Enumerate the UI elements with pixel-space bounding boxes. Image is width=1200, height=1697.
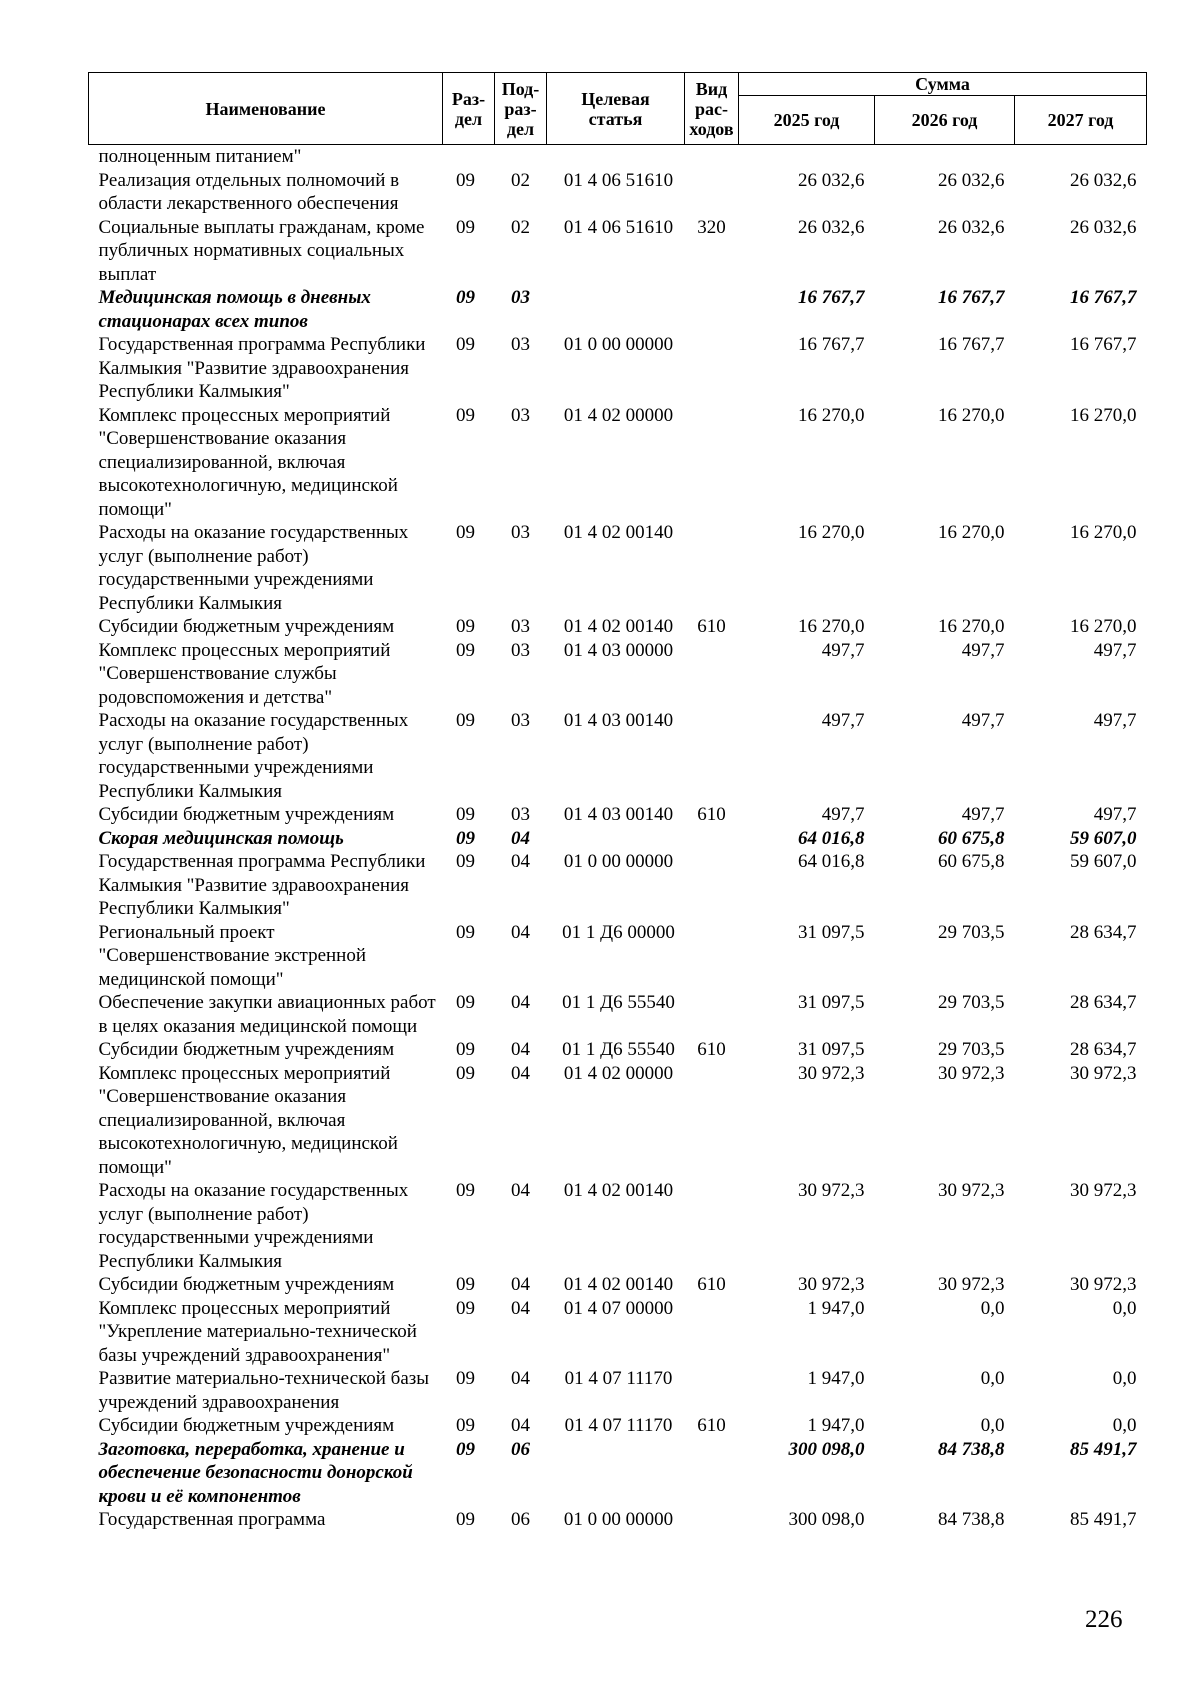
row-sum-2026: 26 032,6 bbox=[938, 216, 1005, 238]
row-podrazdel: 04 bbox=[511, 992, 530, 1013]
row-vid-rashodov bbox=[685, 145, 739, 169]
table-row bbox=[89, 709, 1147, 803]
row-vid-rashodov bbox=[685, 1508, 739, 1532]
table-row bbox=[89, 1297, 1147, 1368]
row-name: Комплекс процессных мероприятий "Совершенствование оказания специализированной, включая высокотехнологичную, медицинской помощи" bbox=[98, 404, 398, 520]
row-sum-2025: 31 097,5 bbox=[798, 992, 865, 1013]
row-sum-2027: 28 634,7 bbox=[1070, 1039, 1137, 1060]
budget-page bbox=[88, 72, 1146, 1532]
row-sum-2025: 16 270,0 bbox=[798, 404, 865, 426]
row-podrazdel: 02 bbox=[511, 216, 530, 238]
header-name: Наименование bbox=[89, 73, 443, 145]
row-vid-rashodov bbox=[685, 1367, 739, 1414]
header-year-2026: 2026 год bbox=[875, 96, 1015, 145]
row-vid-rashodov bbox=[685, 1438, 739, 1509]
table-row bbox=[89, 991, 1147, 1038]
row-sum-2027: 30 972,3 bbox=[1070, 1180, 1137, 1201]
row-sum-2027: 16 767,7 bbox=[1070, 334, 1137, 355]
row-sum-2025: 1 947,0 bbox=[807, 1368, 865, 1389]
table-row bbox=[89, 850, 1147, 921]
row-name: Комплекс процессных мероприятий "Совершенствование оказания специализированной, включая высокотехнологичную, медицинской помощи" bbox=[98, 1062, 398, 1178]
row-name: Региональный проект "Совершенствование экстренной медицинской помощи" bbox=[98, 921, 367, 990]
row-sum-2026: 497,7 bbox=[961, 804, 1005, 825]
table-row bbox=[89, 333, 1147, 404]
row-celevaya-statya: 01 4 02 00140 bbox=[563, 522, 674, 543]
table-row bbox=[89, 1367, 1147, 1414]
row-celevaya-statya: 01 4 06 51610 bbox=[563, 169, 674, 191]
row-sum-2025: 31 097,5 bbox=[798, 921, 865, 943]
row-razdel: 09 bbox=[456, 522, 475, 543]
row-sum-2025: 26 032,6 bbox=[798, 216, 865, 238]
row-celevaya-statya bbox=[547, 286, 685, 333]
row-vid-rashodov bbox=[685, 333, 739, 404]
row-sum-2027: 26 032,6 bbox=[1070, 169, 1137, 191]
row-sum-2026: 60 675,8 bbox=[938, 851, 1005, 872]
row-name: Развитие материально-технической базы учреждений здравоохранения bbox=[98, 1368, 430, 1413]
row-vid-rashodov bbox=[685, 404, 739, 522]
row-podrazdel: 04 bbox=[511, 1274, 530, 1295]
row-sum-2026: 29 703,5 bbox=[938, 1039, 1005, 1060]
row-sum-2026: 16 270,0 bbox=[938, 404, 1005, 426]
table-row bbox=[89, 145, 1147, 169]
row-celevaya-statya: 01 4 03 00140 bbox=[563, 804, 674, 825]
row-vid-rashodov bbox=[685, 827, 739, 851]
row-celevaya-statya: 01 4 02 00140 bbox=[563, 616, 674, 637]
row-vid-rashodov bbox=[685, 1297, 739, 1368]
row-sum-2025: 300 098,0 bbox=[788, 1509, 865, 1530]
row-podrazdel: 02 bbox=[511, 169, 530, 191]
row-sum-2026: 30 972,3 bbox=[938, 1274, 1005, 1295]
row-sum-2027: 30 972,3 bbox=[1070, 1274, 1137, 1295]
row-vid-rashodov bbox=[685, 286, 739, 333]
row-sum-2026: 497,7 bbox=[961, 639, 1005, 661]
row-name: Субсидии бюджетным учреждениям bbox=[98, 616, 395, 637]
row-sum-2027: 28 634,7 bbox=[1070, 992, 1137, 1013]
row-sum-2026: 16 767,7 bbox=[938, 287, 1005, 308]
row-sum-2025: 497,7 bbox=[821, 710, 865, 731]
row-sum-2026: 0,0 bbox=[980, 1297, 1005, 1319]
row-sum-2025: 30 972,3 bbox=[798, 1062, 865, 1084]
row-sum-2026: 497,7 bbox=[961, 710, 1005, 731]
row-sum-2027: 16 270,0 bbox=[1070, 404, 1137, 426]
row-razdel: 09 bbox=[456, 992, 475, 1013]
row-sum-2027: 26 032,6 bbox=[1070, 216, 1137, 238]
row-sum-2026: 16 270,0 bbox=[938, 616, 1005, 637]
row-sum-2027: 0,0 bbox=[1112, 1297, 1137, 1319]
row-sum-2026: 0,0 bbox=[980, 1415, 1005, 1436]
row-podrazdel: 03 bbox=[511, 639, 530, 661]
row-celevaya-statya bbox=[547, 1438, 685, 1509]
header-razdel: Раз- дел bbox=[443, 73, 495, 145]
table-row bbox=[89, 404, 1147, 522]
row-sum-2025: 26 032,6 bbox=[798, 169, 865, 191]
row-vid-rashodov: 610 bbox=[697, 1039, 726, 1060]
table-body bbox=[89, 145, 1147, 1532]
row-name: Государственная программа Республики Калмыкия "Развитие здравоохранения Республики Калмыкия" bbox=[98, 334, 426, 402]
row-sum-2027: 28 634,7 bbox=[1070, 921, 1137, 943]
row-sum-2025: 497,7 bbox=[821, 804, 865, 825]
row-sum-2027: 497,7 bbox=[1093, 710, 1137, 731]
row-sum-2026: 60 675,8 bbox=[938, 827, 1005, 849]
row-name: Расходы на оказание государственных услуг (выполнение работ) государственными учреждениями Республики Калмыкия bbox=[98, 1180, 409, 1272]
row-celevaya-statya: 01 1 Д6 55540 bbox=[562, 1039, 675, 1060]
row-celevaya-statya: 01 4 07 11170 bbox=[564, 1368, 673, 1389]
row-razdel: 09 bbox=[456, 639, 475, 661]
row-vid-rashodov: 610 bbox=[697, 616, 726, 637]
row-celevaya-statya: 01 4 03 00000 bbox=[563, 639, 674, 661]
row-razdel: 09 bbox=[456, 1180, 475, 1201]
row-vid-rashodov bbox=[685, 709, 739, 803]
table-row bbox=[89, 921, 1147, 992]
row-sum-2026: 29 703,5 bbox=[938, 992, 1005, 1013]
row-razdel: 09 bbox=[456, 1509, 475, 1530]
row-vid-rashodov bbox=[685, 921, 739, 992]
row-sum-2027: 59 607,0 bbox=[1070, 851, 1137, 872]
row-podrazdel: 03 bbox=[511, 616, 530, 637]
table-row bbox=[89, 615, 1147, 639]
header-year-2025: 2025 год bbox=[739, 96, 875, 145]
row-sum-2027: 85 491,7 bbox=[1070, 1509, 1137, 1530]
table-header bbox=[89, 73, 1147, 145]
row-name: Комплекс процессных мероприятий "Совершенствование службы родовспоможения и детства" bbox=[98, 639, 391, 708]
row-celevaya-statya: 01 0 00 00000 bbox=[563, 334, 674, 355]
row-celevaya-statya: 01 0 00 00000 bbox=[563, 1509, 674, 1530]
row-name: полноценным питанием" bbox=[98, 146, 302, 167]
row-celevaya-statya: 01 4 02 00000 bbox=[563, 404, 674, 426]
row-razdel: 09 bbox=[456, 216, 475, 238]
row-vid-rashodov bbox=[685, 991, 739, 1038]
row-podrazdel: 03 bbox=[511, 522, 530, 543]
row-podrazdel: 03 bbox=[511, 710, 530, 731]
page-number: 226 bbox=[1085, 1606, 1123, 1633]
row-sum-2025: 16 270,0 bbox=[798, 522, 865, 543]
table-row bbox=[89, 169, 1147, 216]
row-podrazdel: 04 bbox=[511, 1062, 530, 1084]
row-razdel: 09 bbox=[456, 404, 475, 426]
row-celevaya-statya: 01 4 02 00140 bbox=[563, 1180, 674, 1201]
row-celevaya-statya: 01 1 Д6 00000 bbox=[562, 921, 675, 943]
row-vid-rashodov: 610 bbox=[697, 1274, 726, 1295]
row-celevaya-statya bbox=[547, 827, 685, 851]
row-razdel: 09 bbox=[456, 1368, 475, 1389]
row-sum-2027 bbox=[1015, 145, 1147, 169]
row-vid-rashodov bbox=[685, 1062, 739, 1180]
table-row bbox=[89, 286, 1147, 333]
row-name: Социальные выплаты гражданам, кроме публичных нормативных социальных выплат bbox=[98, 216, 425, 285]
table-row bbox=[89, 1508, 1147, 1532]
row-podrazdel: 06 bbox=[511, 1509, 530, 1530]
header-summa: Сумма bbox=[739, 73, 1147, 96]
row-name: Реализация отдельных полномочий в области лекарственного обеспечения bbox=[98, 169, 400, 214]
row-podrazdel: 03 bbox=[511, 804, 530, 825]
row-name: Субсидии бюджетным учреждениям bbox=[98, 804, 395, 825]
row-celevaya-statya bbox=[547, 145, 685, 169]
table-row bbox=[89, 827, 1147, 851]
table-row bbox=[89, 216, 1147, 287]
row-podrazdel: 06 bbox=[511, 1438, 530, 1460]
row-sum-2025: 64 016,8 bbox=[798, 851, 865, 872]
row-celevaya-statya: 01 4 07 00000 bbox=[563, 1297, 674, 1319]
row-vid-rashodov: 610 bbox=[697, 1415, 726, 1436]
row-podrazdel: 03 bbox=[511, 287, 530, 308]
row-podrazdel: 03 bbox=[511, 404, 530, 426]
row-sum-2025: 31 097,5 bbox=[798, 1039, 865, 1060]
row-razdel: 09 bbox=[456, 921, 475, 943]
table-row bbox=[89, 1038, 1147, 1062]
row-podrazdel bbox=[495, 145, 547, 169]
row-sum-2027: 0,0 bbox=[1112, 1368, 1137, 1389]
row-razdel: 09 bbox=[456, 334, 475, 355]
header-podrazdel: Под- раз- дел bbox=[495, 73, 547, 145]
header-celevaya-statya: Целевая статья bbox=[547, 73, 685, 145]
row-podrazdel: 04 bbox=[511, 1180, 530, 1201]
row-sum-2025: 64 016,8 bbox=[798, 827, 865, 849]
row-sum-2027: 497,7 bbox=[1093, 804, 1137, 825]
header-year-2027: 2027 год bbox=[1015, 96, 1147, 145]
row-name: Комплекс процессных мероприятий "Укрепление материально-технической базы учреждений здравоохранения" bbox=[98, 1297, 417, 1366]
table-row bbox=[89, 1062, 1147, 1180]
table-row bbox=[89, 1438, 1147, 1509]
row-sum-2025: 300 098,0 bbox=[788, 1438, 865, 1460]
row-sum-2027: 16 270,0 bbox=[1070, 522, 1137, 543]
row-vid-rashodov bbox=[685, 850, 739, 921]
table-row bbox=[89, 1414, 1147, 1438]
row-sum-2027: 0,0 bbox=[1112, 1415, 1137, 1436]
row-podrazdel: 04 bbox=[511, 1415, 530, 1436]
row-vid-rashodov bbox=[685, 521, 739, 615]
row-razdel: 09 bbox=[456, 851, 475, 872]
row-name: Медицинская помощь в дневных стационарах всех типов bbox=[98, 287, 371, 332]
row-name: Государственная программа Республики Калмыкия "Развитие здравоохранения Республики Калмыкия" bbox=[98, 851, 426, 919]
row-sum-2027: 16 767,7 bbox=[1070, 287, 1137, 308]
row-name: Обеспечение закупки авиационных работ в целях оказания медицинской помощи bbox=[98, 992, 436, 1037]
row-sum-2027: 85 491,7 bbox=[1070, 1438, 1137, 1460]
table-row bbox=[89, 1179, 1147, 1273]
row-podrazdel: 04 bbox=[511, 921, 530, 943]
row-sum-2025: 1 947,0 bbox=[807, 1297, 865, 1319]
row-sum-2026: 84 738,8 bbox=[938, 1438, 1005, 1460]
row-podrazdel: 04 bbox=[511, 827, 530, 849]
row-celevaya-statya: 01 4 07 11170 bbox=[564, 1415, 673, 1436]
row-razdel: 09 bbox=[456, 1274, 475, 1295]
row-name: Государственная программа bbox=[98, 1509, 326, 1530]
header-vid-rashodov: Вид рас- ходов bbox=[685, 73, 739, 145]
row-vid-rashodov: 610 bbox=[697, 804, 726, 825]
row-name: Расходы на оказание государственных услуг (выполнение работ) государственными учреждениями Республики Калмыкия bbox=[98, 710, 409, 802]
row-razdel: 09 bbox=[456, 1415, 475, 1436]
row-name: Скорая медицинская помощь bbox=[98, 827, 344, 849]
row-sum-2026: 84 738,8 bbox=[938, 1509, 1005, 1530]
row-razdel: 09 bbox=[456, 1438, 475, 1460]
row-sum-2026: 26 032,6 bbox=[938, 169, 1005, 191]
row-razdel: 09 bbox=[456, 616, 475, 637]
row-vid-rashodov bbox=[685, 169, 739, 216]
budget-table bbox=[88, 72, 1147, 1532]
row-podrazdel: 04 bbox=[511, 1368, 530, 1389]
row-sum-2026: 29 703,5 bbox=[938, 921, 1005, 943]
row-celevaya-statya: 01 1 Д6 55540 bbox=[562, 992, 675, 1013]
row-sum-2027: 30 972,3 bbox=[1070, 1062, 1137, 1084]
row-razdel: 09 bbox=[456, 169, 475, 191]
row-vid-rashodov bbox=[685, 639, 739, 710]
row-sum-2026: 30 972,3 bbox=[938, 1180, 1005, 1201]
row-sum-2026: 0,0 bbox=[980, 1368, 1005, 1389]
row-sum-2025: 16 767,7 bbox=[798, 334, 865, 355]
row-sum-2025: 16 767,7 bbox=[798, 287, 865, 308]
row-sum-2026: 16 270,0 bbox=[938, 522, 1005, 543]
row-name: Субсидии бюджетным учреждениям bbox=[98, 1415, 395, 1436]
row-podrazdel: 04 bbox=[511, 851, 530, 872]
table-row bbox=[89, 639, 1147, 710]
row-razdel: 09 bbox=[456, 1039, 475, 1060]
row-razdel: 09 bbox=[456, 804, 475, 825]
row-razdel: 09 bbox=[456, 287, 475, 308]
row-sum-2025: 30 972,3 bbox=[798, 1274, 865, 1295]
row-sum-2025: 497,7 bbox=[821, 639, 865, 661]
row-podrazdel: 03 bbox=[511, 334, 530, 355]
row-celevaya-statya: 01 4 06 51610 bbox=[563, 216, 674, 238]
row-name: Расходы на оказание государственных услуг (выполнение работ) государственными учреждениями Республики Калмыкия bbox=[98, 522, 409, 614]
row-razdel: 09 bbox=[456, 1297, 475, 1319]
row-sum-2026: 30 972,3 bbox=[938, 1062, 1005, 1084]
row-celevaya-statya: 01 0 00 00000 bbox=[563, 851, 674, 872]
row-razdel: 09 bbox=[456, 827, 475, 849]
row-vid-rashodov: 320 bbox=[697, 216, 726, 238]
row-name: Субсидии бюджетным учреждениям bbox=[98, 1039, 395, 1060]
row-celevaya-statya: 01 4 02 00000 bbox=[563, 1062, 674, 1084]
row-celevaya-statya: 01 4 03 00140 bbox=[563, 710, 674, 731]
row-celevaya-statya: 01 4 02 00140 bbox=[563, 1274, 674, 1295]
table-row bbox=[89, 1273, 1147, 1297]
row-name: Субсидии бюджетным учреждениям bbox=[98, 1274, 395, 1295]
table-row bbox=[89, 803, 1147, 827]
row-sum-2025: 1 947,0 bbox=[807, 1415, 865, 1436]
row-razdel: 09 bbox=[456, 710, 475, 731]
row-sum-2027: 497,7 bbox=[1093, 639, 1137, 661]
row-sum-2027: 16 270,0 bbox=[1070, 616, 1137, 637]
row-sum-2026 bbox=[875, 145, 1015, 169]
row-podrazdel: 04 bbox=[511, 1297, 530, 1319]
row-sum-2025: 16 270,0 bbox=[798, 616, 865, 637]
row-razdel: 09 bbox=[456, 1062, 475, 1084]
row-sum-2025 bbox=[739, 145, 875, 169]
row-sum-2026: 16 767,7 bbox=[938, 334, 1005, 355]
table-row bbox=[89, 521, 1147, 615]
row-sum-2025: 30 972,3 bbox=[798, 1180, 865, 1201]
row-podrazdel: 04 bbox=[511, 1039, 530, 1060]
row-razdel bbox=[443, 145, 495, 169]
row-name: Заготовка, переработка, хранение и обеспечение безопасности донорской крови и её компонентов bbox=[98, 1438, 413, 1507]
row-vid-rashodov bbox=[685, 1179, 739, 1273]
row-sum-2027: 59 607,0 bbox=[1070, 827, 1137, 849]
